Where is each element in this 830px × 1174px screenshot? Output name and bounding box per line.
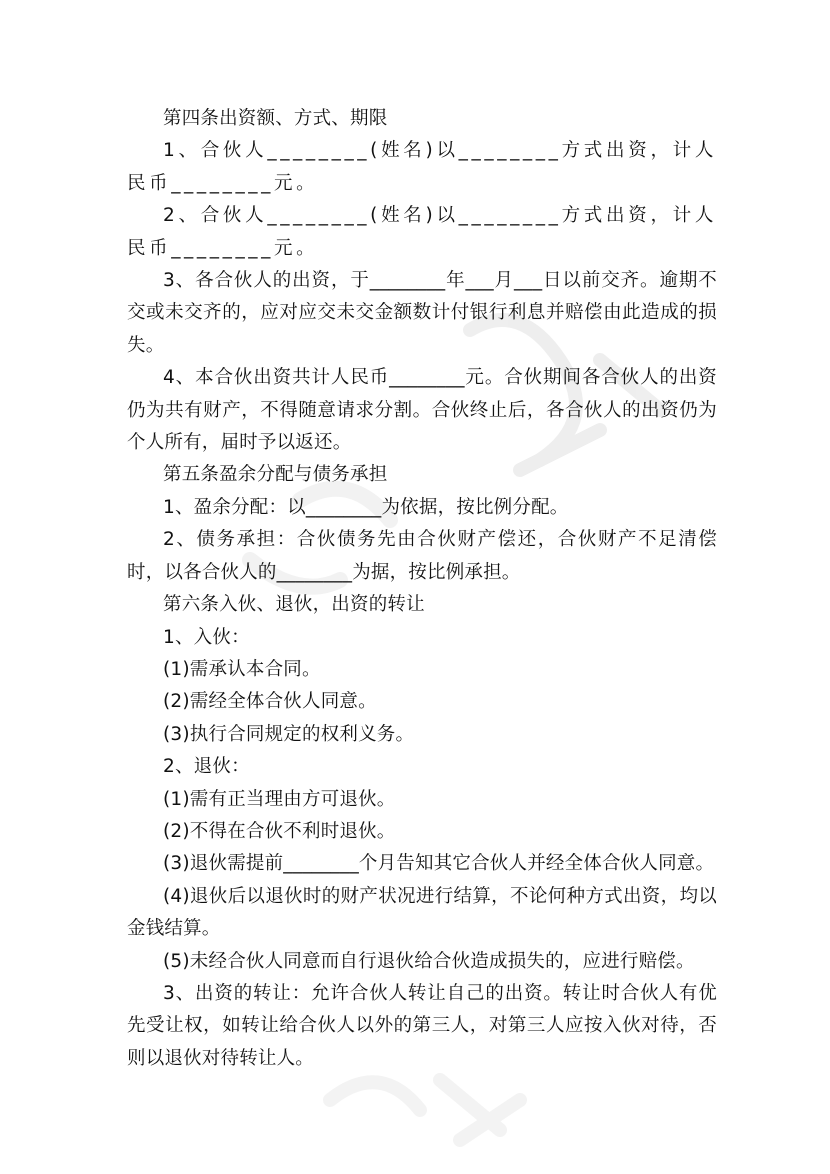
list-item: (3)执行合同规定的权利义务。: [163, 723, 415, 745]
paragraph: 3、各合伙人的出资，于________年___月___日以前交齐。逾期不交或未交齐的，应对应交未交金额数计付银行利息并赔偿由此造成的损失。: [127, 270, 717, 356]
list-item: (5)未经合伙人同意而自行退伙给合伙造成损失的，应进行赔偿。: [163, 950, 695, 972]
list-item: (3)退伙需提前________个月告知其它合伙人并经全体合伙人同意。: [163, 853, 715, 875]
document-body: [127, 103, 717, 1075]
paragraph: 1、合伙人________(姓名)以________方式出资，计人民币________元。: [127, 140, 717, 194]
paragraph: 4、本合伙出资共计人民币________元。合伙期间各合伙人的出资仍为共有财产，不得随意请求分割。合伙终止后，各合伙人的出资仍为个人所有，届时予以返还。: [127, 367, 717, 454]
paragraph: 2、退伙：: [163, 756, 250, 778]
section-heading: 第六条入伙、退伙，出资的转让: [163, 594, 425, 616]
paragraph: 1、盈余分配：以________为依据，按比例分配。: [163, 496, 569, 518]
section-heading: 第四条出资额、方式、期限: [163, 108, 388, 129]
paragraph: 1、入伙：: [163, 626, 250, 648]
paragraph: 3、出资的转让：允许合伙人转让自己的出资。转让时合伙人有优先受让权，如转让给合伙人以外的第三人，对第三人应按入伙对待，否则以退伙对待转让人。: [127, 982, 717, 1069]
list-item: (1)需承认本合同。: [163, 658, 321, 680]
list-item: (1)需有正当理由方可退伙。: [163, 788, 396, 810]
section-heading: 第五条盈余分配与债务承担: [163, 464, 388, 486]
paragraph: 2、债务承担：合伙债务先由合伙财产偿还，合伙财产不足清偿时，以各合伙人的________为据，按比例承担。: [127, 529, 717, 583]
paragraph: 2、合伙人________(姓名)以________方式出资，计人民币________元。: [127, 205, 717, 259]
list-item: (2)不得在合伙不利时退伙。: [163, 820, 396, 842]
list-item: (4)退伙后以退伙时的财产状况进行结算，不论何种方式出资，均以金钱结算。: [127, 885, 717, 940]
list-item: (2)需经全体合伙人同意。: [163, 691, 377, 713]
